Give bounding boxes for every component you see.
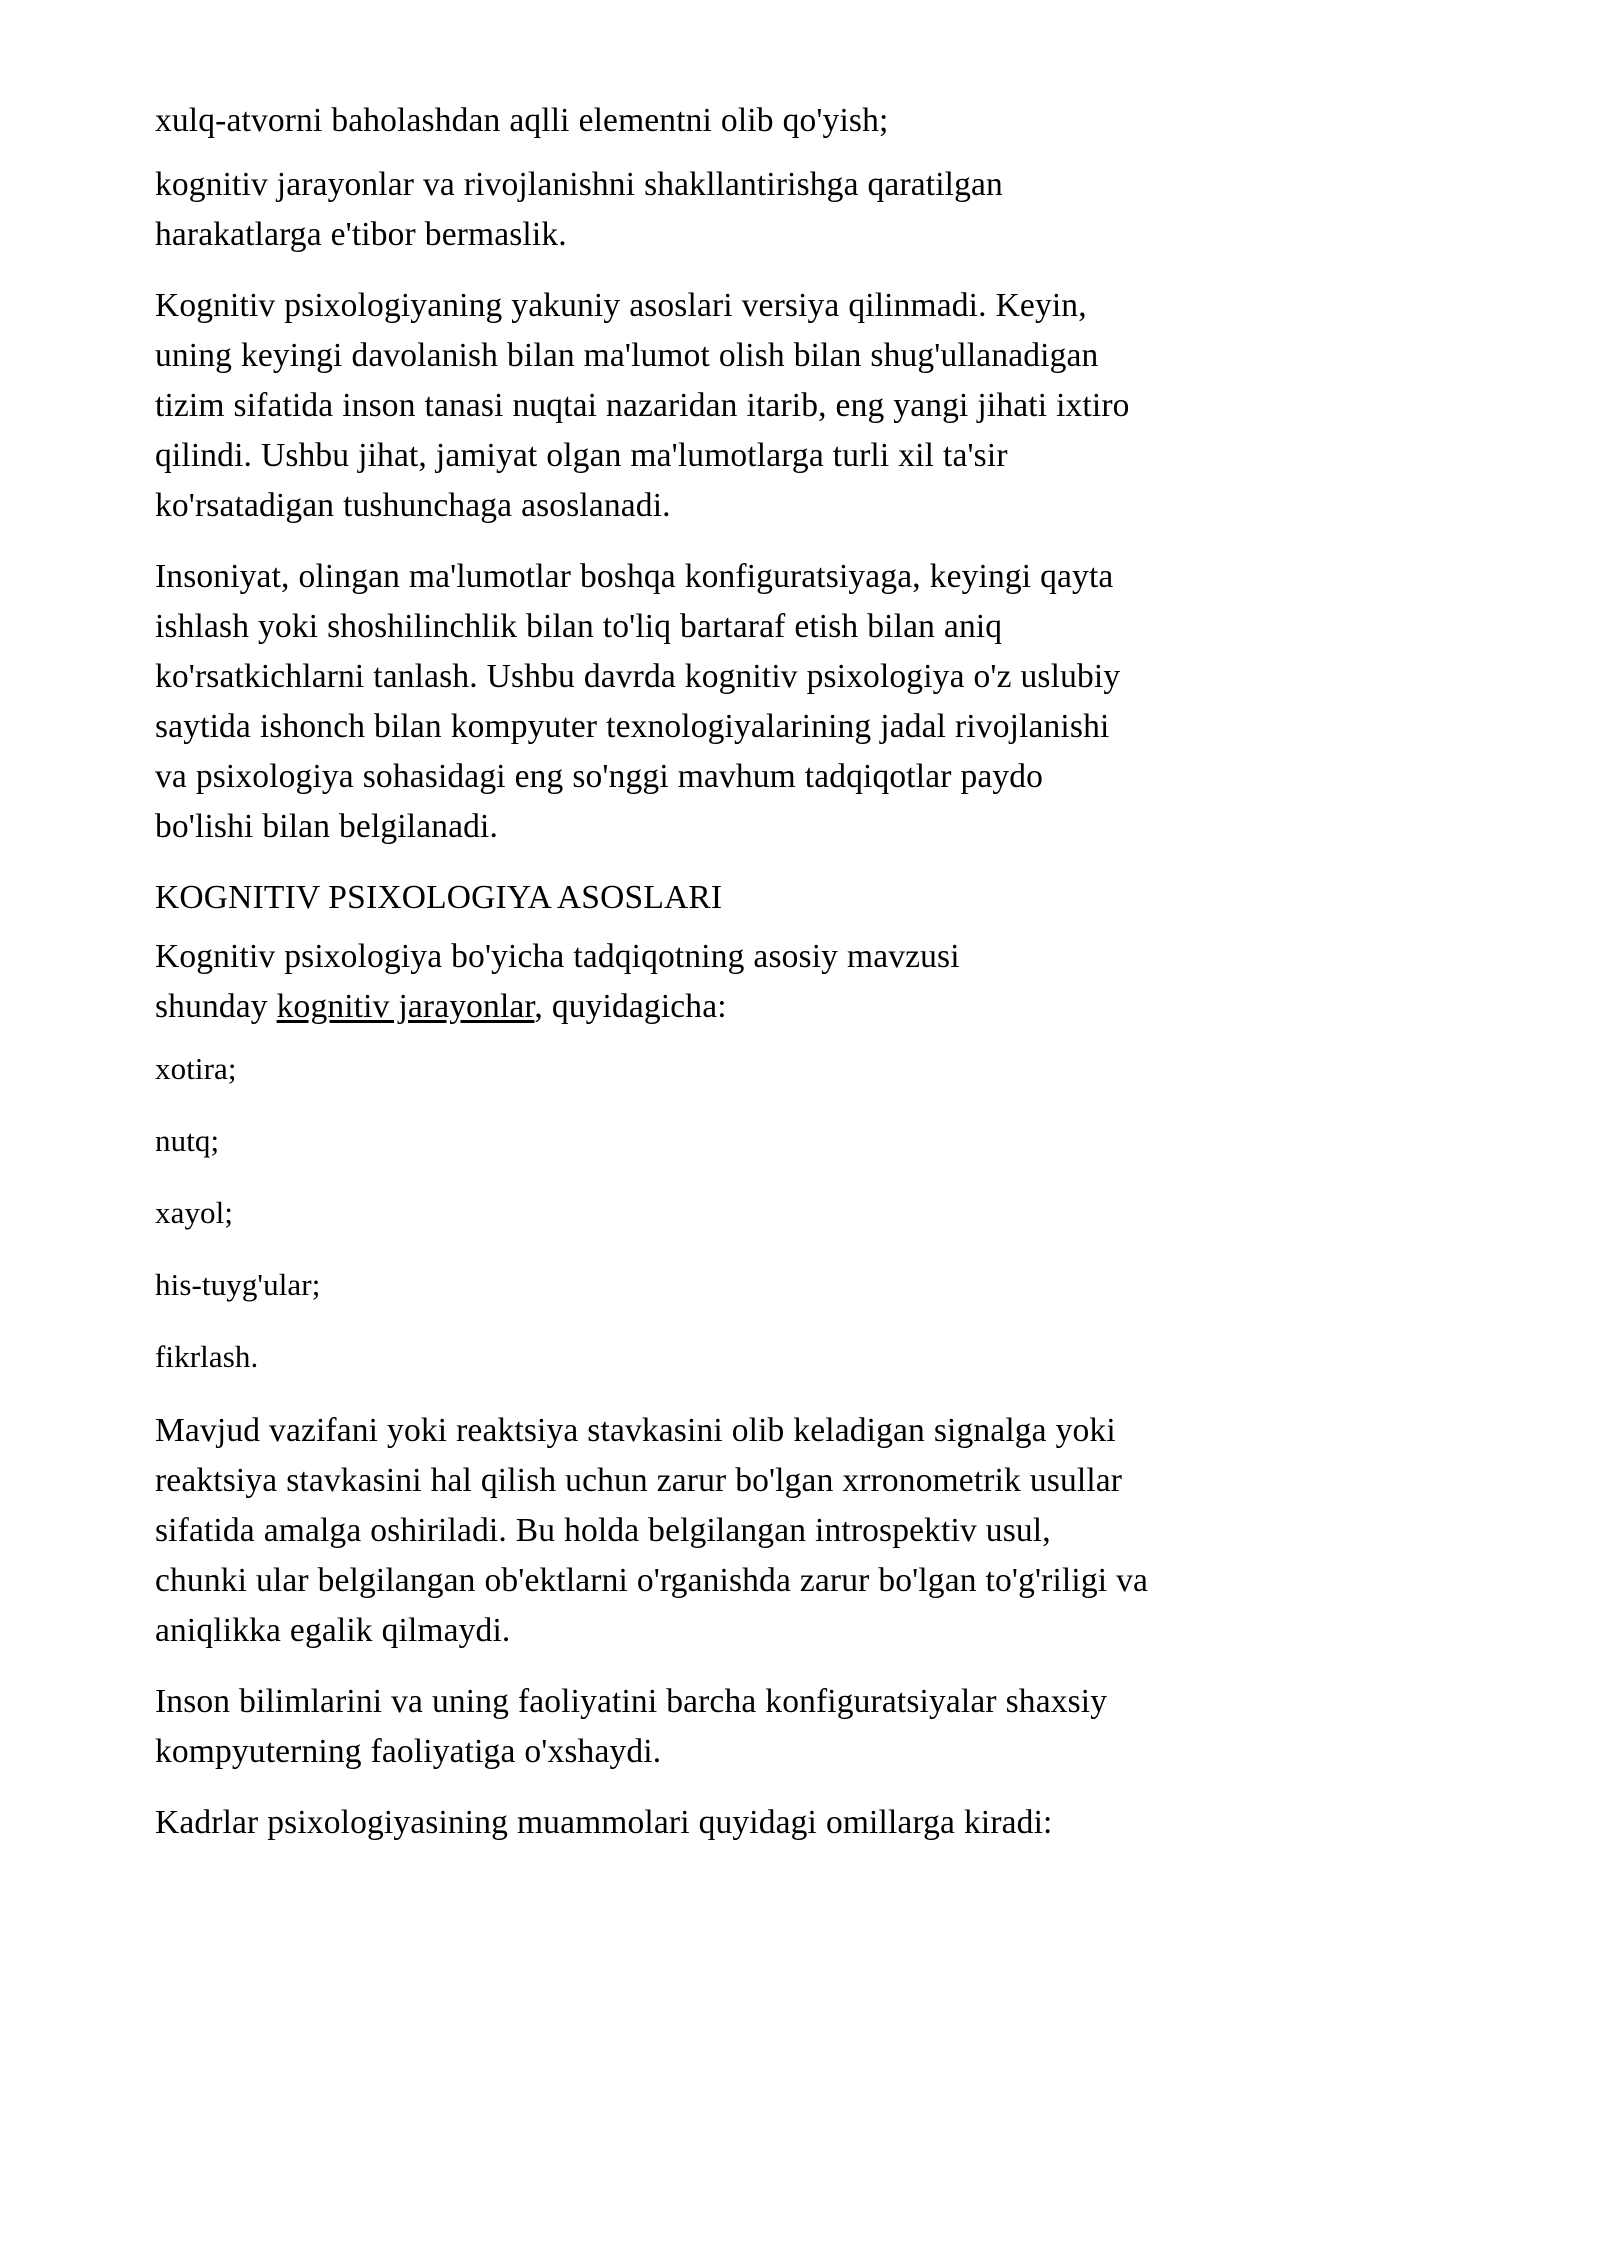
text-after-link: , quyidagicha: bbox=[534, 988, 727, 1025]
paragraph-line: sifatida amalga oshiriladi. Bu holda belgilangan introspektiv usul, bbox=[155, 1512, 1051, 1549]
list-item-block bbox=[155, 1046, 1460, 1092]
paragraph-block bbox=[155, 1406, 1460, 1656]
paragraph-line: ko'rsatadigan tushunchaga asoslanadi. bbox=[155, 487, 671, 524]
paragraph-block bbox=[155, 96, 1460, 146]
list-item: nutq; bbox=[155, 1123, 220, 1158]
section-heading: KOGNITIV PSIXOLOGIYA ASOSLARI bbox=[155, 879, 723, 916]
paragraph-line: Kognitiv psixologiyaning yakuniy asoslari versiya qilinmadi. Keyin, bbox=[155, 287, 1087, 324]
list-item: his-tuyg'ular; bbox=[155, 1267, 321, 1302]
paragraph-line-with-link bbox=[155, 982, 1460, 1032]
list-item-block bbox=[155, 1334, 1460, 1380]
paragraph-block bbox=[155, 160, 1460, 260]
paragraph-block bbox=[155, 1798, 1460, 1848]
list-item: fikrlash. bbox=[155, 1339, 259, 1374]
paragraph-line: Inson bilimlarini va uning faoliyatini barcha konfiguratsiyalar shaxsiy bbox=[155, 1683, 1108, 1720]
paragraph-block bbox=[155, 1677, 1460, 1777]
document-body bbox=[155, 96, 1460, 1848]
paragraph-line: ishlash yoki shoshilinchlik bilan to'liq bartaraf etish bilan aniq bbox=[155, 608, 1003, 645]
list-item-block bbox=[155, 1190, 1460, 1236]
paragraph-line: tizim sifatida inson tanasi nuqtai nazaridan itarib, eng yangi jihati ixtiro bbox=[155, 387, 1130, 424]
paragraph-line: harakatlarga e'tibor bermaslik. bbox=[155, 216, 567, 253]
paragraph-line: kompyuterning faoliyatiga o'xshaydi. bbox=[155, 1733, 662, 1770]
paragraph-block bbox=[155, 552, 1460, 852]
paragraph-text: xulq-atvorni baholashdan aqlli elementni olib qo'yish; bbox=[155, 102, 889, 139]
list-item: xayol; bbox=[155, 1195, 234, 1230]
paragraph-line: ko'rsatkichlarni tanlash. Ushbu davrda kognitiv psixologiya o'z uslubiy bbox=[155, 658, 1121, 695]
kognitiv-jarayonlar-link[interactable]: kognitiv jarayonlar bbox=[276, 988, 535, 1025]
paragraph-line: aniqlikka egalik qilmaydi. bbox=[155, 1612, 511, 1649]
paragraph-line: bo'lishi bilan belgilanadi. bbox=[155, 808, 499, 845]
list-item-block bbox=[155, 1262, 1460, 1308]
paragraph-line: uning keyingi davolanish bilan ma'lumot olish bilan shug'ullanadigan bbox=[155, 337, 1099, 374]
list-item: xotira; bbox=[155, 1051, 237, 1086]
paragraph-line: reaktsiya stavkasini hal qilish uchun zarur bo'lgan xrronometrik usullar bbox=[155, 1462, 1123, 1499]
paragraph-line: Kognitiv psixologiya bo'yicha tadqiqotning asosiy mavzusi bbox=[155, 938, 960, 975]
paragraph-line: kognitiv jarayonlar va rivojlanishni shakllantirishga qaratilgan bbox=[155, 166, 1003, 203]
text-before-link: shunday bbox=[155, 988, 277, 1025]
paragraph-line: qilindi. Ushbu jihat, jamiyat olgan ma'lumotlarga turli xil ta'sir bbox=[155, 437, 1008, 474]
paragraph-text: Kadrlar psixologiyasining muammolari quyidagi omillarga kiradi: bbox=[155, 1804, 1053, 1841]
paragraph-block-with-link bbox=[155, 932, 1460, 1032]
paragraph-block bbox=[155, 281, 1460, 531]
paragraph-line: Mavjud vazifani yoki reaktsiya stavkasini olib keladigan signalga yoki bbox=[155, 1412, 1116, 1449]
paragraph-line: chunki ular belgilangan ob'ektlarni o'rganishda zarur bo'lgan to'g'riligi va bbox=[155, 1562, 1149, 1599]
paragraph-line: va psixologiya sohasidagi eng so'nggi mavhum tadqiqotlar paydo bbox=[155, 758, 1044, 795]
paragraph-line: saytida ishonch bilan kompyuter texnologiyalarining jadal rivojlanishi bbox=[155, 708, 1110, 745]
section-heading-block bbox=[155, 873, 1460, 923]
paragraph-line: Insoniyat, olingan ma'lumotlar boshqa konfiguratsiyaga, keyingi qayta bbox=[155, 558, 1114, 595]
list-item-block bbox=[155, 1118, 1460, 1164]
